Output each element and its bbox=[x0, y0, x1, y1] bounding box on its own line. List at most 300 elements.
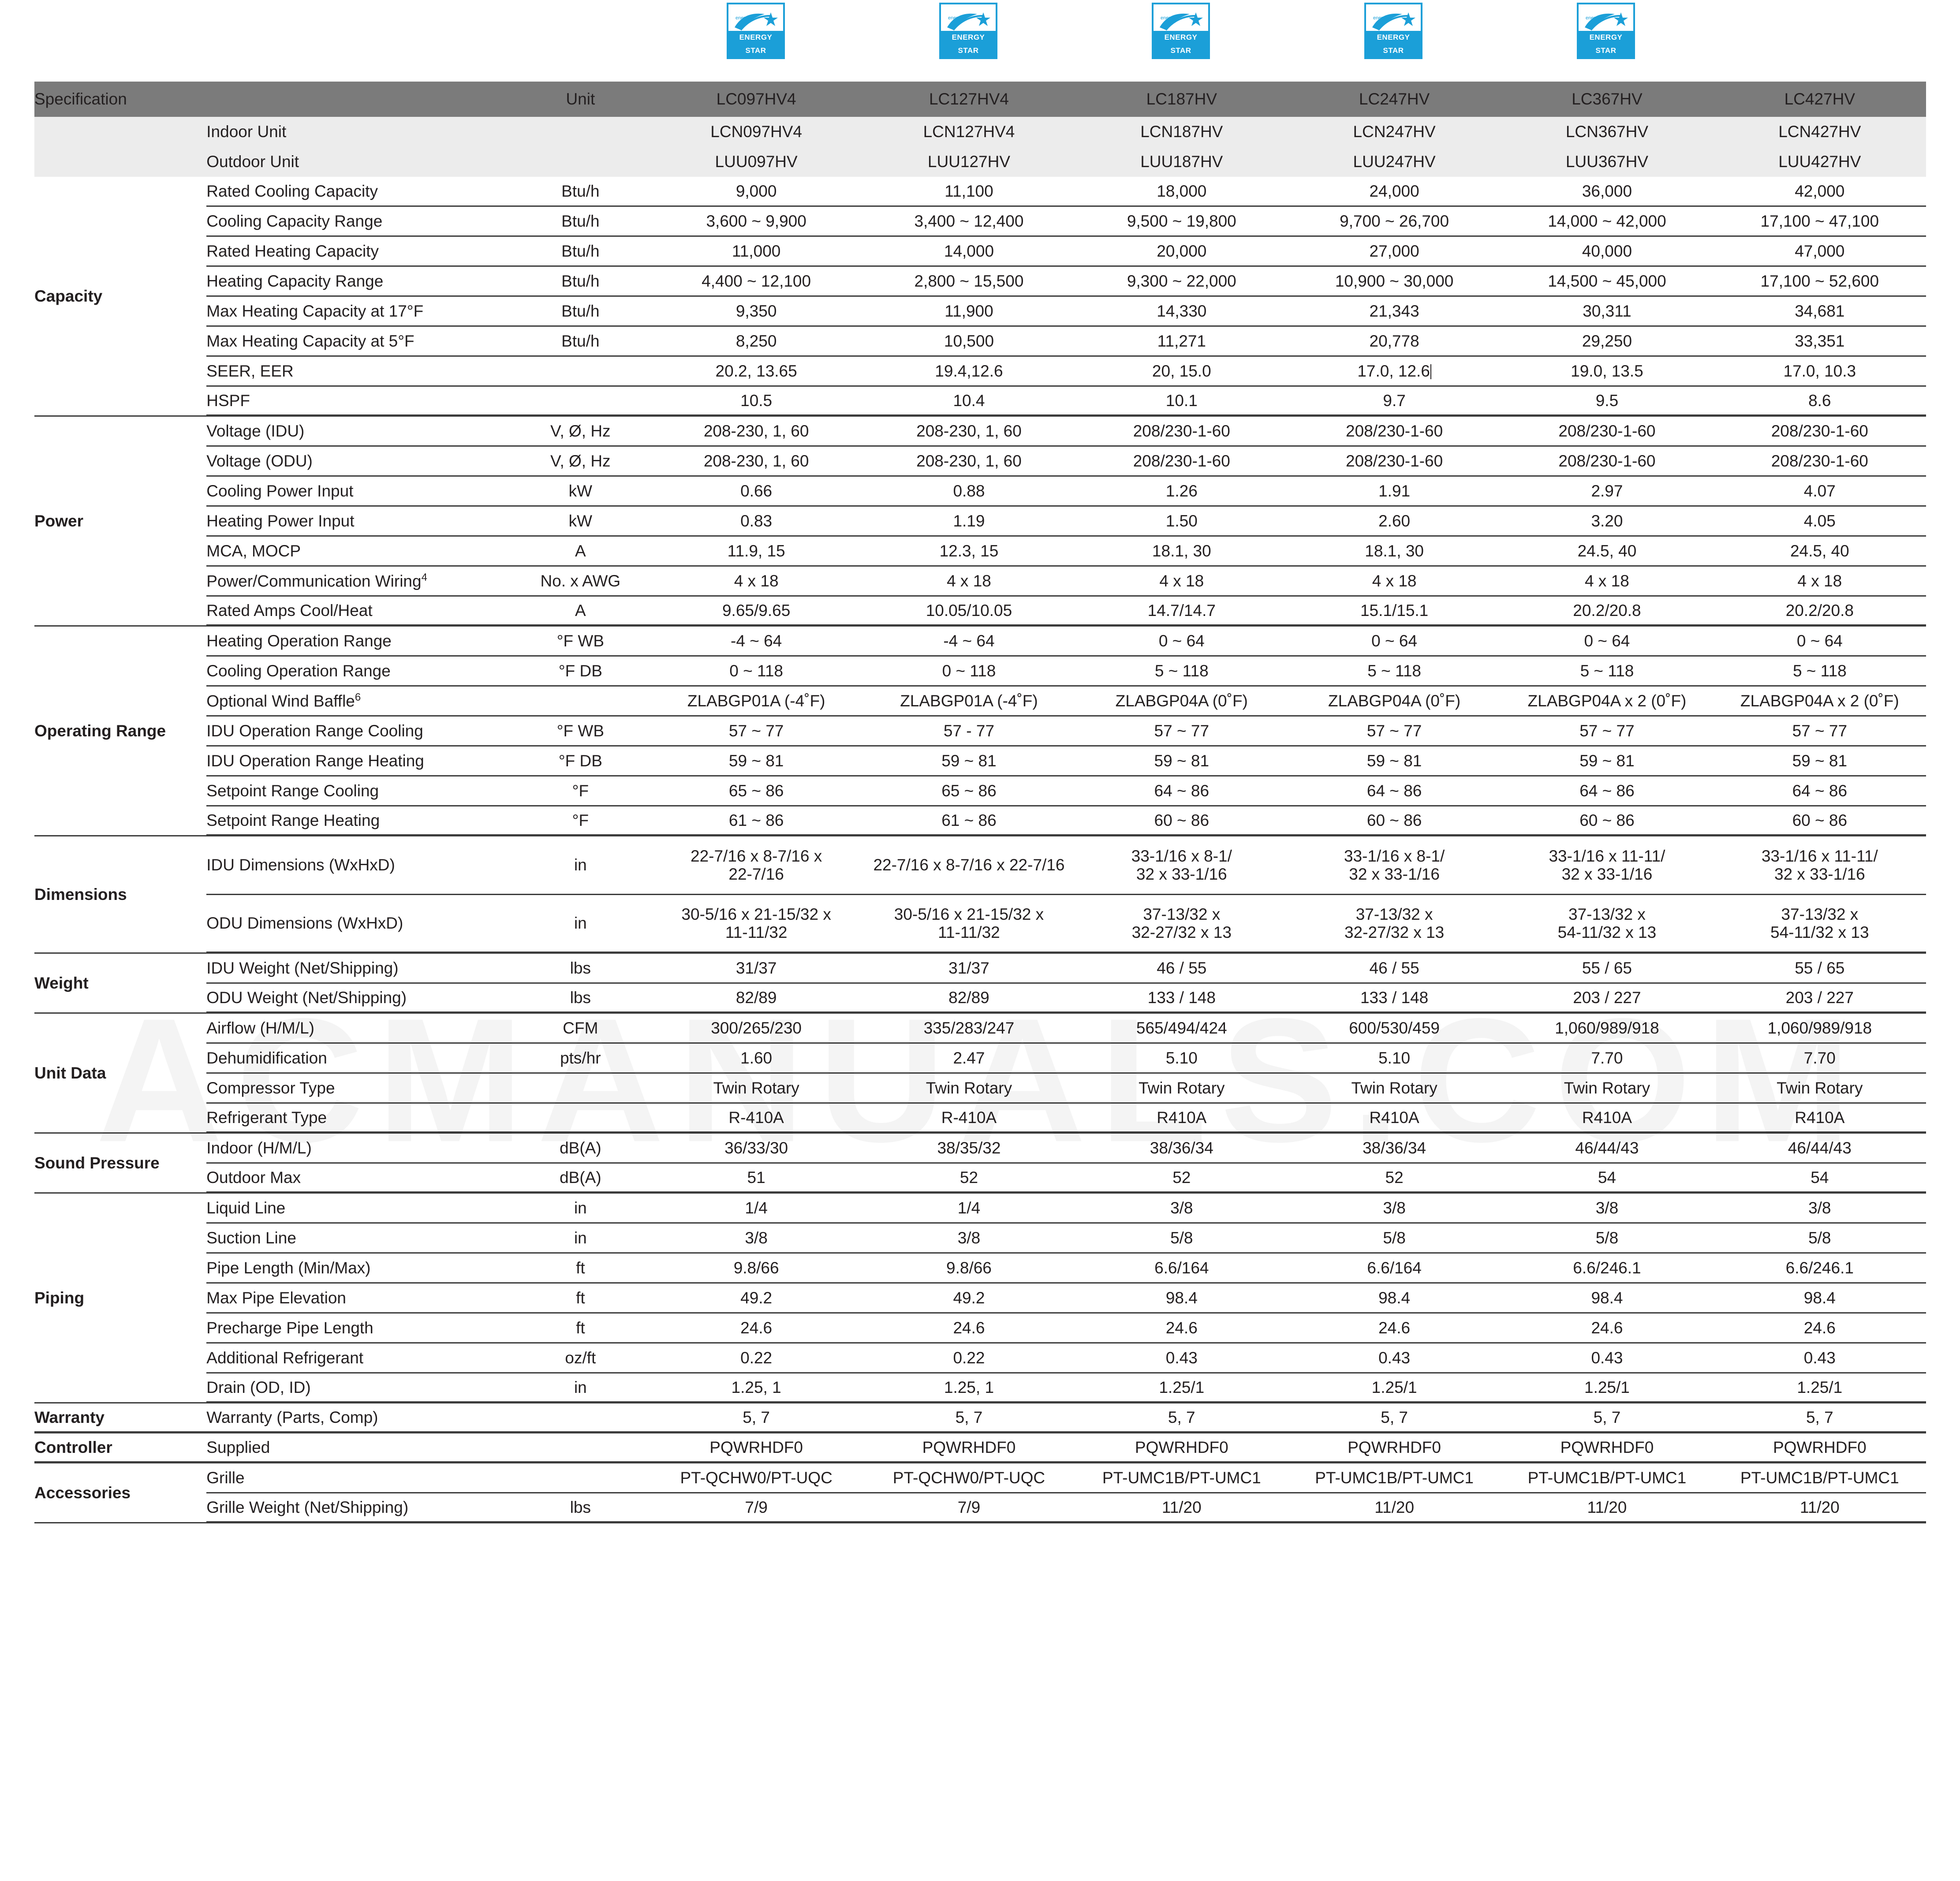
row-value: 9.8/66 bbox=[650, 1254, 862, 1284]
row-unit: CFM bbox=[511, 1014, 650, 1044]
subheader-model-value: LCN367HV bbox=[1565, 123, 1649, 141]
group-label-operating-range: Operating Range bbox=[34, 627, 206, 836]
row-value: 0.43 bbox=[1075, 1344, 1288, 1373]
row-value: 5/8 bbox=[1075, 1224, 1288, 1254]
row-item-label bbox=[206, 567, 511, 597]
row-item-text: Cooling Power Input bbox=[206, 481, 354, 500]
row-item-label bbox=[206, 1344, 511, 1373]
row-value: 7.70 bbox=[1714, 1044, 1926, 1074]
row-value-line: 30-5/16 x 21-15/32 x bbox=[894, 905, 1044, 923]
row-value: 5, 7 bbox=[1501, 1403, 1713, 1433]
row-item-text: Dehumidification bbox=[206, 1049, 327, 1067]
row-value: 7.70 bbox=[1501, 1044, 1713, 1074]
row-value: 1.25/1 bbox=[1714, 1373, 1926, 1403]
row-item-text: Outdoor Max bbox=[206, 1168, 301, 1187]
energy-star-swoosh-icon bbox=[733, 10, 779, 34]
row-value: 11,900 bbox=[862, 297, 1075, 327]
row-value: 300/265/230 bbox=[650, 1014, 862, 1044]
row-item-text: Airflow (H/M/L) bbox=[206, 1019, 314, 1037]
row-value: 3,400 ~ 12,400 bbox=[862, 207, 1075, 237]
subheader-unit-blank bbox=[511, 117, 650, 147]
row-value: 4.07 bbox=[1714, 477, 1926, 507]
row-value: 208/230-1-60 bbox=[1075, 417, 1288, 447]
row-value: 59 ~ 81 bbox=[1288, 746, 1501, 776]
row-value: 0.43 bbox=[1714, 1344, 1926, 1373]
table-row bbox=[34, 1493, 1926, 1523]
row-value: 3/8 bbox=[1288, 1194, 1501, 1224]
row-value: 1.19 bbox=[862, 507, 1075, 537]
row-value: 65 ~ 86 bbox=[650, 776, 862, 806]
row-value: 46 / 55 bbox=[1075, 954, 1288, 984]
table-row bbox=[34, 717, 1926, 746]
row-unit: kW bbox=[511, 477, 650, 507]
specification-table bbox=[34, 82, 1926, 1523]
row-value: 1.25/1 bbox=[1288, 1373, 1501, 1403]
row-value: 11/20 bbox=[1714, 1493, 1926, 1523]
subheader-unit-blank bbox=[511, 147, 650, 177]
row-value: 65 ~ 86 bbox=[862, 776, 1075, 806]
row-value-line: 33-1/16 x 8-1/ bbox=[1131, 847, 1232, 865]
row-item-label bbox=[206, 1194, 511, 1224]
row-value: 20, 15.0 bbox=[1075, 357, 1288, 387]
row-value bbox=[1501, 895, 1713, 954]
row-value: 5, 7 bbox=[1075, 1403, 1288, 1433]
row-item-text: ODU Dimensions (WxHxD) bbox=[206, 914, 403, 932]
row-unit: °F WB bbox=[511, 717, 650, 746]
row-value: PQWRHDF0 bbox=[650, 1433, 862, 1463]
table-row bbox=[34, 1373, 1926, 1403]
header-model: LC127HV4 bbox=[929, 90, 1009, 108]
row-value: 4 x 18 bbox=[1501, 567, 1713, 597]
row-unit: in bbox=[511, 836, 650, 895]
row-value: 20,000 bbox=[1075, 237, 1288, 267]
row-value: 46/44/43 bbox=[1501, 1134, 1713, 1164]
row-value: 5, 7 bbox=[862, 1403, 1075, 1433]
row-unit: V, Ø, Hz bbox=[511, 417, 650, 447]
row-value: 6.6/246.1 bbox=[1714, 1254, 1926, 1284]
row-value: 9.7 bbox=[1288, 387, 1501, 417]
row-value: 61 ~ 86 bbox=[862, 806, 1075, 836]
row-value: 7/9 bbox=[862, 1493, 1075, 1523]
row-item-label bbox=[206, 1373, 511, 1403]
row-value: 6.6/164 bbox=[1288, 1254, 1501, 1284]
table-row bbox=[34, 297, 1926, 327]
row-value: 3/8 bbox=[862, 1224, 1075, 1254]
energy-star-badge-cell bbox=[862, 0, 1075, 59]
table-row bbox=[34, 1314, 1926, 1344]
table-row bbox=[34, 507, 1926, 537]
row-value: 208/230-1-60 bbox=[1714, 417, 1926, 447]
row-value: 9,300 ~ 22,000 bbox=[1075, 267, 1288, 297]
row-value: R-410A bbox=[650, 1104, 862, 1134]
row-value: 98.4 bbox=[1501, 1284, 1713, 1314]
row-value: 5.10 bbox=[1288, 1044, 1501, 1074]
row-value: 0 ~ 118 bbox=[650, 657, 862, 687]
row-value: 14,000 ~ 42,000 bbox=[1501, 207, 1713, 237]
row-value: 22-7/16 x 8-7/16 x 22-7/16 bbox=[862, 836, 1075, 895]
row-value: 10.4 bbox=[862, 387, 1075, 417]
energy-star-badge-cell bbox=[1075, 0, 1287, 59]
row-unit: No. x AWG bbox=[511, 567, 650, 597]
row-value: 10.5 bbox=[650, 387, 862, 417]
row-value: 10,500 bbox=[862, 327, 1075, 357]
row-value: 0.66 bbox=[650, 477, 862, 507]
row-value: 1.91 bbox=[1288, 477, 1501, 507]
row-value: 24.6 bbox=[1714, 1314, 1926, 1344]
row-item-label bbox=[206, 267, 511, 297]
row-value: 1/4 bbox=[650, 1194, 862, 1224]
row-value: 208/230-1-60 bbox=[1501, 447, 1713, 477]
row-value: 38/36/34 bbox=[1288, 1134, 1501, 1164]
energy-star-swoosh-icon bbox=[1370, 10, 1416, 34]
subheader-model-value: LUU247HV bbox=[1353, 153, 1436, 171]
energy-star-label: ENERGY STAR bbox=[728, 31, 783, 57]
row-value: 0 ~ 64 bbox=[1501, 627, 1713, 657]
row-value: 3.20 bbox=[1501, 507, 1713, 537]
row-item-label bbox=[206, 1104, 511, 1134]
row-value: 19.0, 13.5 bbox=[1501, 357, 1713, 387]
row-value: 4 x 18 bbox=[1075, 567, 1288, 597]
row-value: 208-230, 1, 60 bbox=[650, 417, 862, 447]
table-row bbox=[34, 267, 1926, 297]
row-item-text: IDU Dimensions (WxHxD) bbox=[206, 855, 395, 874]
row-value: R410A bbox=[1714, 1104, 1926, 1134]
row-item-text: Rated Heating Capacity bbox=[206, 242, 379, 260]
row-value: ZLABGP04A x 2 (0˚F) bbox=[1714, 687, 1926, 717]
row-value: 5 ~ 118 bbox=[1075, 657, 1288, 687]
row-item-label bbox=[206, 1134, 511, 1164]
row-item-text: HSPF bbox=[206, 391, 250, 410]
row-value: 8.6 bbox=[1714, 387, 1926, 417]
row-item-label bbox=[206, 1403, 511, 1433]
header-model: LC187HV bbox=[1146, 90, 1217, 108]
row-value: 36/33/30 bbox=[650, 1134, 862, 1164]
table-row bbox=[34, 1403, 1926, 1433]
row-value: 57 ~ 77 bbox=[1501, 717, 1713, 746]
row-item-text: Max Pipe Elevation bbox=[206, 1288, 346, 1307]
row-value: Twin Rotary bbox=[862, 1074, 1075, 1104]
row-value: 11/20 bbox=[1288, 1493, 1501, 1523]
row-value-line: 33-1/16 x 8-1/ bbox=[1344, 847, 1445, 865]
row-value: 18,000 bbox=[1075, 177, 1288, 207]
row-value-line: 54-11/32 x 13 bbox=[1557, 923, 1657, 941]
subheader-label: Indoor Unit bbox=[206, 123, 287, 141]
row-value: 36,000 bbox=[1501, 177, 1713, 207]
row-value: 10.1 bbox=[1075, 387, 1288, 417]
row-item-label bbox=[206, 537, 511, 567]
row-item-label bbox=[206, 297, 511, 327]
row-value: 38/35/32 bbox=[862, 1134, 1075, 1164]
row-value: 24.5, 40 bbox=[1501, 537, 1713, 567]
row-value: 335/283/247 bbox=[862, 1014, 1075, 1044]
row-item-label bbox=[206, 1254, 511, 1284]
row-value: 98.4 bbox=[1075, 1284, 1288, 1314]
header-model: LC427HV bbox=[1784, 90, 1855, 108]
energy-star-logo bbox=[939, 3, 997, 59]
row-value: 203 / 227 bbox=[1501, 984, 1713, 1014]
row-value: 1.25/1 bbox=[1501, 1373, 1713, 1403]
row-item-text: SEER, EER bbox=[206, 362, 294, 380]
row-unit bbox=[511, 1463, 650, 1493]
row-value: 14.7/14.7 bbox=[1075, 597, 1288, 627]
row-item-label bbox=[206, 1314, 511, 1344]
row-unit: lbs bbox=[511, 954, 650, 984]
row-item-label bbox=[206, 177, 511, 207]
row-unit: lbs bbox=[511, 984, 650, 1014]
row-value: 57 ~ 77 bbox=[650, 717, 862, 746]
row-value: PQWRHDF0 bbox=[1501, 1433, 1713, 1463]
row-item-label bbox=[206, 597, 511, 627]
row-value: 5, 7 bbox=[1714, 1403, 1926, 1433]
row-value: 98.4 bbox=[1288, 1284, 1501, 1314]
row-value: 208-230, 1, 60 bbox=[862, 447, 1075, 477]
table-header-row bbox=[34, 82, 1926, 117]
row-value: Twin Rotary bbox=[1501, 1074, 1713, 1104]
row-value bbox=[1714, 836, 1926, 895]
row-value: 208/230-1-60 bbox=[1288, 417, 1501, 447]
row-item-text: Setpoint Range Heating bbox=[206, 811, 380, 829]
row-value: 9.8/66 bbox=[862, 1254, 1075, 1284]
row-value: 6.6/164 bbox=[1075, 1254, 1288, 1284]
row-value: PT-UMC1B/PT-UMC1 bbox=[1075, 1463, 1288, 1493]
item-superscript: 4 bbox=[421, 571, 427, 583]
row-value: 30,311 bbox=[1501, 297, 1713, 327]
subheader-row bbox=[34, 147, 1926, 177]
row-value: 59 ~ 81 bbox=[1501, 746, 1713, 776]
row-value: Twin Rotary bbox=[1714, 1074, 1926, 1104]
row-value: 40,000 bbox=[1501, 237, 1713, 267]
row-item-label bbox=[206, 1224, 511, 1254]
row-value: 52 bbox=[862, 1164, 1075, 1194]
row-value: 17,100 ~ 47,100 bbox=[1714, 207, 1926, 237]
subheader-label: Outdoor Unit bbox=[206, 153, 299, 171]
header-unit: Unit bbox=[566, 90, 595, 108]
row-item-text: Power/Communication Wiring bbox=[206, 572, 422, 590]
row-value: 1.26 bbox=[1075, 477, 1288, 507]
row-item-text: Liquid Line bbox=[206, 1198, 286, 1217]
energy-star-swoosh-icon bbox=[1583, 10, 1629, 34]
row-value: PT-UMC1B/PT-UMC1 bbox=[1501, 1463, 1713, 1493]
subheader-group-blank bbox=[34, 117, 206, 147]
energy-star-label: ENERGY STAR bbox=[941, 31, 996, 57]
row-value: 64 ~ 86 bbox=[1075, 776, 1288, 806]
row-value: 12.3, 15 bbox=[862, 537, 1075, 567]
row-item-text: Voltage (ODU) bbox=[206, 452, 313, 470]
row-item-text: Precharge Pipe Length bbox=[206, 1318, 373, 1337]
header-model: LC247HV bbox=[1359, 90, 1430, 108]
row-value: 9,350 bbox=[650, 297, 862, 327]
row-value: 0.83 bbox=[650, 507, 862, 537]
row-unit: °F WB bbox=[511, 627, 650, 657]
table-row bbox=[34, 597, 1926, 627]
row-value: 1/4 bbox=[862, 1194, 1075, 1224]
row-value: R410A bbox=[1501, 1104, 1713, 1134]
row-value: 31/37 bbox=[862, 954, 1075, 984]
row-item-label bbox=[206, 357, 511, 387]
row-item-text: Heating Operation Range bbox=[206, 631, 392, 650]
row-value bbox=[650, 895, 862, 954]
row-value: 24.6 bbox=[862, 1314, 1075, 1344]
row-value-line: 32 x 33-1/16 bbox=[1349, 865, 1440, 883]
row-value: 1.60 bbox=[650, 1044, 862, 1074]
row-unit: in bbox=[511, 1373, 650, 1403]
row-value: 64 ~ 86 bbox=[1714, 776, 1926, 806]
row-value: -4 ~ 64 bbox=[650, 627, 862, 657]
row-value bbox=[1075, 836, 1288, 895]
row-value: R-410A bbox=[862, 1104, 1075, 1134]
row-value: 1.50 bbox=[1075, 507, 1288, 537]
row-value: 208-230, 1, 60 bbox=[862, 417, 1075, 447]
table-row bbox=[34, 357, 1926, 387]
row-value: PQWRHDF0 bbox=[1714, 1433, 1926, 1463]
row-value: 11/20 bbox=[1501, 1493, 1713, 1523]
subheader-row bbox=[34, 117, 1926, 147]
table-row bbox=[34, 1254, 1926, 1284]
row-value: -4 ~ 64 bbox=[862, 627, 1075, 657]
row-value: 3/8 bbox=[1501, 1194, 1713, 1224]
row-item-label bbox=[206, 984, 511, 1014]
row-value: 59 ~ 81 bbox=[650, 746, 862, 776]
row-item-label bbox=[206, 387, 511, 417]
row-unit: A bbox=[511, 597, 650, 627]
row-value: 5, 7 bbox=[650, 1403, 862, 1433]
row-value: 46 / 55 bbox=[1288, 954, 1501, 984]
spec-sheet bbox=[34, 0, 1926, 1523]
row-unit: Btu/h bbox=[511, 327, 650, 357]
row-value: PQWRHDF0 bbox=[862, 1433, 1075, 1463]
row-value: PT-QCHW0/PT-UQC bbox=[862, 1463, 1075, 1493]
row-value: 55 / 65 bbox=[1714, 954, 1926, 984]
row-value: 5/8 bbox=[1501, 1224, 1713, 1254]
row-value: 3/8 bbox=[1714, 1194, 1926, 1224]
table-row bbox=[34, 895, 1926, 954]
row-value: 20.2, 13.65 bbox=[650, 357, 862, 387]
table-row bbox=[34, 237, 1926, 267]
table-row bbox=[34, 1164, 1926, 1194]
row-unit bbox=[511, 1104, 650, 1134]
row-value: 5 ~ 118 bbox=[1714, 657, 1926, 687]
row-item-text: Compressor Type bbox=[206, 1079, 335, 1097]
energy-star-label: ENERGY STAR bbox=[1366, 31, 1421, 57]
row-value: 59 ~ 81 bbox=[862, 746, 1075, 776]
row-value: 82/89 bbox=[862, 984, 1075, 1014]
row-item-label bbox=[206, 806, 511, 836]
row-value: 208/230-1-60 bbox=[1075, 447, 1288, 477]
row-value: 1.25, 1 bbox=[862, 1373, 1075, 1403]
row-item-text: Additional Refrigerant bbox=[206, 1348, 364, 1367]
row-value: 5.10 bbox=[1075, 1044, 1288, 1074]
row-item-label bbox=[206, 327, 511, 357]
row-unit: oz/ft bbox=[511, 1344, 650, 1373]
row-unit: V, Ø, Hz bbox=[511, 447, 650, 477]
table-row bbox=[34, 954, 1926, 984]
row-value: 5/8 bbox=[1714, 1224, 1926, 1254]
group-label-warranty: Warranty bbox=[34, 1403, 206, 1433]
row-value: 5 ~ 118 bbox=[1501, 657, 1713, 687]
row-value: 33,351 bbox=[1714, 327, 1926, 357]
table-row bbox=[34, 1433, 1926, 1463]
row-unit: lbs bbox=[511, 1493, 650, 1523]
row-value: 17.0, 12.6 bbox=[1288, 357, 1501, 387]
row-value-line: 22-7/16 bbox=[728, 865, 784, 883]
row-value: 600/530/459 bbox=[1288, 1014, 1501, 1044]
energy-star-badge-row bbox=[34, 0, 1926, 82]
subheader-model-value: LCN427HV bbox=[1778, 123, 1861, 141]
row-value: 49.2 bbox=[650, 1284, 862, 1314]
row-value bbox=[1075, 895, 1288, 954]
row-value: 10.05/10.05 bbox=[862, 597, 1075, 627]
row-value: PT-UMC1B/PT-UMC1 bbox=[1288, 1463, 1501, 1493]
row-item-text: Pipe Length (Min/Max) bbox=[206, 1258, 371, 1277]
row-value: ZLABGP01A (-4˚F) bbox=[862, 687, 1075, 717]
row-value: 4 x 18 bbox=[1288, 567, 1501, 597]
subheader-model-value: LUU427HV bbox=[1778, 153, 1861, 171]
row-unit: in bbox=[511, 1194, 650, 1224]
row-unit: °F bbox=[511, 806, 650, 836]
row-value: 24,000 bbox=[1288, 177, 1501, 207]
text-caret bbox=[1430, 364, 1431, 379]
table-row bbox=[34, 1284, 1926, 1314]
row-item-label bbox=[206, 895, 511, 954]
row-value: PQWRHDF0 bbox=[1288, 1433, 1501, 1463]
row-unit: ft bbox=[511, 1314, 650, 1344]
row-value: 42,000 bbox=[1714, 177, 1926, 207]
row-item-text: Suction Line bbox=[206, 1228, 296, 1247]
row-value: 2,800 ~ 15,500 bbox=[862, 267, 1075, 297]
row-item-label bbox=[206, 1463, 511, 1493]
row-value: 14,000 bbox=[862, 237, 1075, 267]
row-value: 0 ~ 64 bbox=[1075, 627, 1288, 657]
row-value: 1.25/1 bbox=[1075, 1373, 1288, 1403]
row-value: 52 bbox=[1288, 1164, 1501, 1194]
table-row bbox=[34, 627, 1926, 657]
row-value-line: 33-1/16 x 11-11/ bbox=[1549, 847, 1665, 865]
row-value: 14,500 ~ 45,000 bbox=[1501, 267, 1713, 297]
row-item-label bbox=[206, 1014, 511, 1044]
group-label-weight: Weight bbox=[34, 954, 206, 1014]
table-row bbox=[34, 567, 1926, 597]
row-value: 60 ~ 86 bbox=[1501, 806, 1713, 836]
row-value: 4 x 18 bbox=[862, 567, 1075, 597]
row-value: 2.47 bbox=[862, 1044, 1075, 1074]
row-item-label bbox=[206, 717, 511, 746]
row-item-text: Voltage (IDU) bbox=[206, 422, 305, 440]
row-value: 11,000 bbox=[650, 237, 862, 267]
table-row bbox=[34, 836, 1926, 895]
row-value: 3/8 bbox=[650, 1224, 862, 1254]
row-value: 133 / 148 bbox=[1288, 984, 1501, 1014]
row-value: 20.2/20.8 bbox=[1501, 597, 1713, 627]
row-unit: °F bbox=[511, 776, 650, 806]
row-value: 20.2/20.8 bbox=[1714, 597, 1926, 627]
row-item-text: Drain (OD, ID) bbox=[206, 1378, 311, 1396]
row-value: 51 bbox=[650, 1164, 862, 1194]
row-value: 9,500 ~ 19,800 bbox=[1075, 207, 1288, 237]
row-value: 208/230-1-60 bbox=[1501, 417, 1713, 447]
row-item-text: IDU Weight (Net/Shipping) bbox=[206, 959, 399, 977]
energy-star-swoosh-icon bbox=[1158, 10, 1204, 34]
row-value-line: 11-11/32 bbox=[938, 923, 1000, 941]
row-value: 10,900 ~ 30,000 bbox=[1288, 267, 1501, 297]
row-value bbox=[650, 836, 862, 895]
row-item-label bbox=[206, 507, 511, 537]
row-value-line: 30-5/16 x 21-15/32 x bbox=[681, 905, 831, 923]
row-value: 2.97 bbox=[1501, 477, 1713, 507]
table-row bbox=[34, 177, 1926, 207]
row-item-text: Supplied bbox=[206, 1438, 270, 1456]
row-item-text: Cooling Operation Range bbox=[206, 661, 391, 680]
row-value-line: 11-11/32 bbox=[725, 923, 788, 941]
